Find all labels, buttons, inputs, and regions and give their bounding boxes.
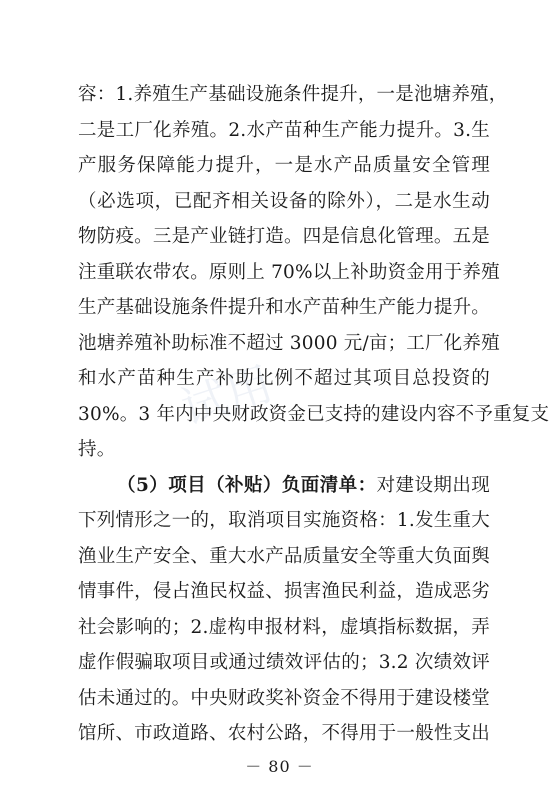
paragraph-line: 和水产苗种生产补助比例不超过其项目总投资的 — [78, 368, 490, 389]
section-5-first-line-text: 对建设期出现 — [376, 474, 490, 496]
paragraph-line: 注重联农带农。原则上 70%以上补助资金用于养殖 — [78, 261, 500, 283]
paragraph-line: 池塘养殖补助标准不超过 3000 元/亩；工厂化养殖 — [78, 332, 500, 354]
paragraph-line: 馆所、市政道路、农村公路，不得用于一般性支出 — [78, 723, 490, 744]
paragraph-line: 下列情形之一的，取消项目实施资格：1.发生重大 — [78, 510, 490, 531]
section-5-heading: （5）项目（补贴）负面清单： — [117, 474, 377, 496]
paragraph-line: （必选项，已配齐相关设备的除外），二是水生动 — [78, 190, 490, 212]
paragraph-line: 生产基础设施条件提升和水产苗种生产能力提升。 — [78, 297, 490, 318]
paragraph-line: 二是工厂化养殖。2.水产苗种生产能力提升。3.生 — [78, 119, 490, 141]
paragraph-line: 估未通过的。中央财政奖补资金不得用于建设楼堂 — [78, 687, 490, 709]
paragraph-line: 虚作假骗取项目或通过绩效评估的；3.2 次绩效评 — [78, 652, 490, 673]
paragraph-line: 30%。3 年内中央财政资金已支持的建设内容不予重复支 — [78, 403, 550, 425]
paragraph-line: 容：1.养殖生产基础设施条件提升，一是池塘养殖， — [78, 84, 508, 105]
paragraph-line: 社会影响的；2.虚构申报材料，虚填指标数据，弄 — [78, 616, 490, 638]
section-5-first-line — [117, 471, 490, 501]
paragraph-line: 渔业生产安全、重大水产品质量安全等重大负面舆 — [78, 545, 490, 567]
paragraph-line: 产服务保障能力提升，一是水产品质量安全管理 — [78, 155, 490, 176]
paragraph-line: 持。 — [78, 439, 116, 460]
faint-watermark: 试用 — [174, 355, 280, 436]
page-number: － 80 － — [245, 756, 314, 776]
paragraph-line: 物防疫。三是产业链打造。四是信息化管理。五是 — [78, 226, 490, 247]
paragraph-line: 情事件，侵占渔民权益、损害渔民利益，造成恶劣 — [78, 581, 490, 602]
